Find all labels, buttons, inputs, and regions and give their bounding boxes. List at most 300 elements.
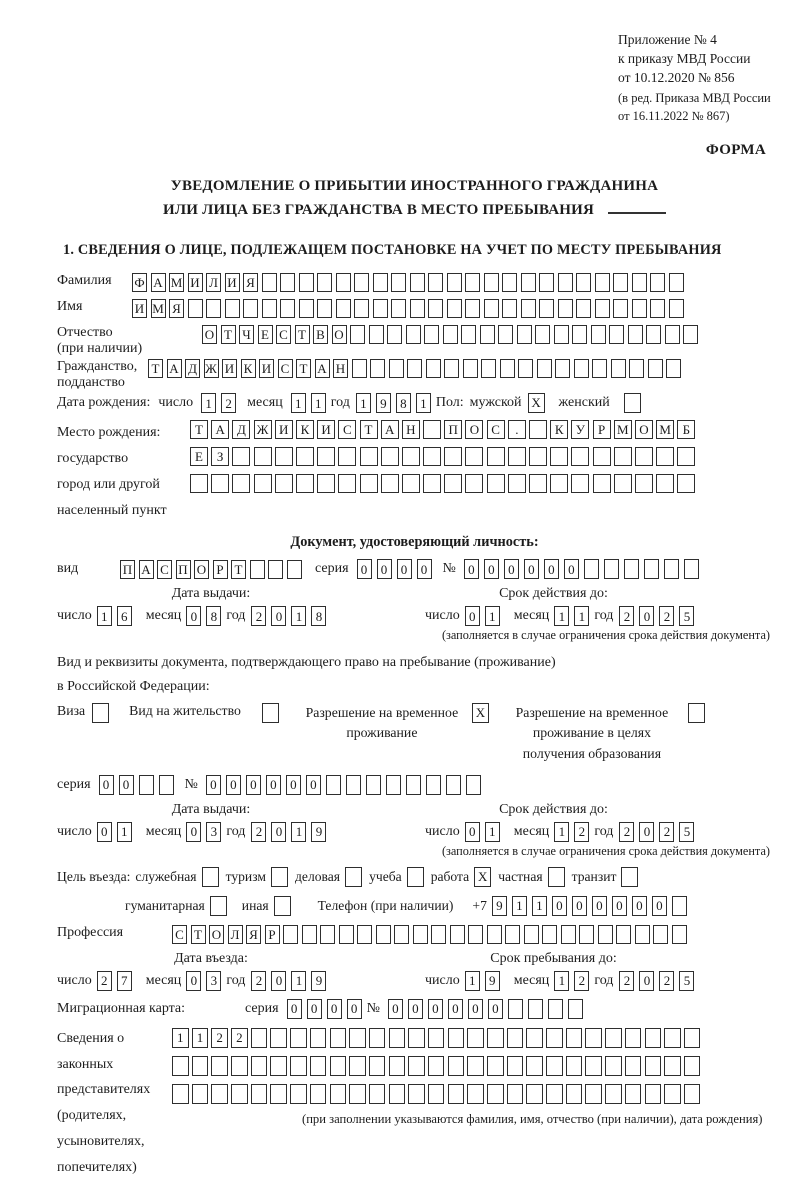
char-cell[interactable]: 2 [619, 822, 634, 842]
char-cell[interactable] [487, 1084, 504, 1104]
char-cell[interactable] [518, 359, 533, 378]
char-cell[interactable] [254, 447, 272, 466]
char-cell[interactable]: 0 [347, 999, 362, 1019]
char-cell[interactable] [584, 559, 599, 579]
char-cell[interactable]: М [152, 301, 164, 317]
char-cell[interactable] [465, 273, 480, 292]
char-cell[interactable] [537, 359, 552, 378]
char-cell[interactable]: А [151, 273, 166, 292]
char-cell[interactable]: 0 [428, 999, 443, 1019]
char-cell[interactable] [508, 474, 526, 493]
char-cell[interactable] [529, 447, 547, 466]
char-cell[interactable] [508, 447, 526, 466]
char-cell[interactable]: 1 [465, 971, 480, 991]
char-cell[interactable]: И [188, 273, 203, 292]
char-cell[interactable]: 1 [201, 393, 216, 413]
char-cell[interactable] [625, 1084, 642, 1104]
char-cell[interactable] [664, 1056, 681, 1076]
char-cell[interactable] [656, 447, 674, 466]
char-cell[interactable] [406, 325, 421, 344]
char-cell[interactable] [646, 325, 661, 344]
char-cell[interactable] [280, 299, 295, 318]
char-cell[interactable] [526, 1056, 543, 1076]
char-cell[interactable]: Я [243, 273, 258, 292]
purpose-study-checkbox[interactable] [407, 867, 424, 887]
char-cell[interactable]: 8 [396, 393, 411, 413]
char-cell[interactable]: И [222, 359, 237, 378]
char-cell[interactable] [448, 1028, 465, 1048]
char-cell[interactable] [389, 359, 404, 378]
char-cell[interactable] [262, 273, 277, 292]
char-cell[interactable] [428, 1084, 445, 1104]
char-cell[interactable] [502, 299, 517, 318]
char-cell[interactable] [270, 1084, 287, 1104]
char-cell[interactable] [251, 1028, 268, 1048]
char-cell[interactable]: Ч [239, 325, 254, 344]
char-cell[interactable]: И [259, 359, 274, 378]
char-cell[interactable] [611, 359, 626, 378]
char-cell[interactable]: Т [148, 359, 163, 378]
char-cell[interactable] [684, 559, 699, 579]
char-cell[interactable] [360, 447, 378, 466]
char-cell[interactable] [684, 1084, 701, 1104]
char-cell[interactable] [431, 925, 446, 944]
char-cell[interactable] [406, 775, 421, 795]
char-cell[interactable] [579, 925, 594, 944]
char-cell[interactable]: 0 [417, 559, 432, 579]
char-cell[interactable] [672, 925, 687, 944]
char-cell[interactable] [139, 775, 154, 795]
char-cell[interactable] [394, 925, 409, 944]
char-cell[interactable] [571, 447, 589, 466]
char-cell[interactable]: 0 [465, 822, 480, 842]
char-cell[interactable] [336, 273, 351, 292]
char-cell[interactable] [447, 299, 462, 318]
char-cell[interactable] [632, 273, 647, 292]
char-cell[interactable] [508, 999, 523, 1019]
char-cell[interactable] [444, 359, 459, 378]
char-cell[interactable]: 0 [266, 775, 281, 795]
char-cell[interactable]: 2 [97, 971, 112, 991]
char-cell[interactable] [280, 273, 295, 292]
char-cell[interactable] [463, 359, 478, 378]
char-cell[interactable]: 5 [679, 606, 694, 626]
char-cell[interactable] [402, 447, 420, 466]
char-cell[interactable] [302, 925, 317, 944]
char-cell[interactable]: О [465, 420, 483, 439]
char-cell[interactable] [450, 925, 465, 944]
char-cell[interactable] [172, 1056, 189, 1076]
char-cell[interactable] [389, 1056, 406, 1076]
char-cell[interactable] [389, 1028, 406, 1048]
char-cell[interactable] [605, 1028, 622, 1048]
char-cell[interactable] [468, 925, 483, 944]
char-cell[interactable] [507, 1084, 524, 1104]
char-cell[interactable] [609, 325, 624, 344]
char-cell[interactable] [232, 474, 250, 493]
char-cell[interactable] [444, 447, 462, 466]
char-cell[interactable]: 0 [592, 896, 607, 916]
char-cell[interactable] [664, 559, 679, 579]
char-cell[interactable] [669, 273, 684, 292]
char-cell[interactable]: Т [231, 560, 246, 579]
char-cell[interactable] [650, 299, 665, 318]
char-cell[interactable]: 0 [488, 999, 503, 1019]
char-cell[interactable] [571, 474, 589, 493]
char-cell[interactable] [566, 1084, 583, 1104]
char-cell[interactable]: 1 [512, 896, 527, 916]
char-cell[interactable] [625, 1028, 642, 1048]
char-cell[interactable] [645, 1056, 662, 1076]
char-cell[interactable] [465, 299, 480, 318]
char-cell[interactable]: Ж [205, 361, 217, 377]
char-cell[interactable]: Б [677, 420, 695, 439]
char-cell[interactable]: Е [258, 325, 273, 344]
char-cell[interactable] [604, 559, 619, 579]
purpose-work-checkbox[interactable]: X [474, 867, 491, 887]
char-cell[interactable]: 0 [286, 775, 301, 795]
char-cell[interactable]: Ж [254, 420, 272, 439]
char-cell[interactable]: С [172, 925, 187, 944]
char-cell[interactable] [595, 299, 610, 318]
char-cell[interactable]: О [202, 325, 217, 344]
char-cell[interactable]: 0 [206, 775, 221, 795]
char-cell[interactable] [629, 359, 644, 378]
char-cell[interactable]: 0 [306, 775, 321, 795]
char-cell[interactable]: А [211, 420, 229, 439]
char-cell[interactable] [653, 925, 668, 944]
char-cell[interactable] [206, 299, 221, 318]
char-cell[interactable] [635, 925, 650, 944]
char-cell[interactable]: 0 [465, 606, 480, 626]
char-cell[interactable] [550, 447, 568, 466]
char-cell[interactable] [558, 273, 573, 292]
char-cell[interactable] [373, 299, 388, 318]
option-temp-residence-checkbox[interactable]: X [472, 703, 489, 723]
char-cell[interactable] [290, 1028, 307, 1048]
char-cell[interactable]: 2 [659, 822, 674, 842]
char-cell[interactable]: О [635, 420, 653, 439]
char-cell[interactable] [535, 325, 550, 344]
char-cell[interactable] [296, 474, 314, 493]
char-cell[interactable] [426, 775, 441, 795]
char-cell[interactable]: 9 [485, 971, 500, 991]
char-cell[interactable] [360, 474, 378, 493]
char-cell[interactable] [386, 775, 401, 795]
char-cell[interactable]: 1 [485, 822, 500, 842]
char-cell[interactable]: 1 [485, 606, 500, 626]
char-cell[interactable]: 2 [659, 971, 674, 991]
char-cell[interactable] [505, 925, 520, 944]
char-cell[interactable] [546, 1056, 563, 1076]
char-cell[interactable]: В [313, 325, 328, 344]
char-cell[interactable]: 1 [574, 606, 589, 626]
char-cell[interactable] [487, 925, 502, 944]
option-visa-checkbox[interactable] [92, 703, 109, 723]
char-cell[interactable] [517, 325, 532, 344]
char-cell[interactable]: 0 [397, 559, 412, 579]
char-cell[interactable]: Н [402, 420, 420, 439]
char-cell[interactable] [498, 325, 513, 344]
char-cell[interactable] [407, 359, 422, 378]
char-cell[interactable] [568, 999, 583, 1019]
char-cell[interactable] [447, 273, 462, 292]
char-cell[interactable] [310, 1084, 327, 1104]
char-cell[interactable] [369, 1028, 386, 1048]
purpose-official-checkbox[interactable] [202, 867, 219, 887]
char-cell[interactable]: Р [265, 925, 280, 944]
char-cell[interactable] [270, 1056, 287, 1076]
purpose-private-checkbox[interactable] [548, 867, 565, 887]
char-cell[interactable]: П [120, 560, 135, 579]
char-cell[interactable]: 0 [226, 775, 241, 795]
purpose-humanitarian-checkbox[interactable] [210, 896, 227, 916]
char-cell[interactable]: 2 [619, 971, 634, 991]
char-cell[interactable]: 9 [311, 822, 326, 842]
char-cell[interactable]: 0 [119, 775, 134, 795]
char-cell[interactable] [481, 359, 496, 378]
char-cell[interactable] [231, 1084, 248, 1104]
char-cell[interactable] [644, 559, 659, 579]
char-cell[interactable] [426, 359, 441, 378]
char-cell[interactable]: К [550, 420, 568, 439]
option-residence-permit-checkbox[interactable] [262, 703, 279, 723]
char-cell[interactable]: Д [185, 359, 200, 378]
char-cell[interactable]: 0 [632, 896, 647, 916]
char-cell[interactable] [613, 273, 628, 292]
char-cell[interactable]: 1 [291, 393, 306, 413]
char-cell[interactable] [529, 474, 547, 493]
char-cell[interactable]: 2 [251, 606, 266, 626]
char-cell[interactable] [243, 299, 258, 318]
char-cell[interactable] [566, 1056, 583, 1076]
char-cell[interactable] [251, 1056, 268, 1076]
char-cell[interactable] [381, 474, 399, 493]
char-cell[interactable]: Т [360, 420, 378, 439]
char-cell[interactable]: 0 [564, 559, 579, 579]
char-cell[interactable]: 1 [416, 393, 431, 413]
char-cell[interactable]: П [176, 560, 191, 579]
char-cell[interactable] [211, 1084, 228, 1104]
char-cell[interactable] [330, 1056, 347, 1076]
char-cell[interactable] [317, 273, 332, 292]
char-cell[interactable]: 0 [357, 559, 372, 579]
char-cell[interactable] [480, 325, 495, 344]
char-cell[interactable]: 1 [172, 1028, 189, 1048]
char-cell[interactable] [423, 420, 441, 439]
char-cell[interactable] [614, 474, 632, 493]
char-cell[interactable] [572, 325, 587, 344]
char-cell[interactable]: О [194, 560, 209, 579]
char-cell[interactable] [613, 299, 628, 318]
char-cell[interactable] [672, 896, 687, 916]
char-cell[interactable] [254, 474, 272, 493]
char-cell[interactable] [428, 1056, 445, 1076]
char-cell[interactable] [339, 925, 354, 944]
char-cell[interactable]: Н [333, 359, 348, 378]
char-cell[interactable] [669, 299, 684, 318]
char-cell[interactable] [539, 273, 554, 292]
char-cell[interactable]: Т [190, 420, 208, 439]
char-cell[interactable] [635, 447, 653, 466]
char-cell[interactable]: 0 [271, 606, 286, 626]
char-cell[interactable]: 1 [554, 971, 569, 991]
char-cell[interactable] [159, 775, 174, 795]
char-cell[interactable] [466, 775, 481, 795]
sex-female-checkbox[interactable] [624, 393, 641, 413]
char-cell[interactable] [461, 325, 476, 344]
char-cell[interactable] [665, 325, 680, 344]
char-cell[interactable]: Д [232, 420, 250, 439]
char-cell[interactable] [428, 273, 443, 292]
char-cell[interactable] [428, 1028, 445, 1048]
char-cell[interactable]: 0 [388, 999, 403, 1019]
char-cell[interactable]: 8 [311, 606, 326, 626]
char-cell[interactable] [526, 1028, 543, 1048]
char-cell[interactable]: 0 [652, 896, 667, 916]
char-cell[interactable]: С [338, 420, 356, 439]
char-cell[interactable] [650, 273, 665, 292]
char-cell[interactable] [349, 1028, 366, 1048]
char-cell[interactable] [648, 359, 663, 378]
char-cell[interactable] [624, 559, 639, 579]
char-cell[interactable]: 0 [99, 775, 114, 795]
char-cell[interactable]: М [656, 420, 674, 439]
char-cell[interactable]: 0 [377, 559, 392, 579]
char-cell[interactable] [446, 775, 461, 795]
char-cell[interactable] [232, 447, 250, 466]
char-cell[interactable] [391, 273, 406, 292]
char-cell[interactable] [487, 474, 505, 493]
char-cell[interactable] [428, 299, 443, 318]
purpose-business-checkbox[interactable] [345, 867, 362, 887]
char-cell[interactable]: Е [190, 447, 208, 466]
char-cell[interactable] [625, 1056, 642, 1076]
char-cell[interactable]: С [487, 420, 505, 439]
char-cell[interactable]: 0 [186, 606, 201, 626]
char-cell[interactable] [290, 1056, 307, 1076]
char-cell[interactable] [683, 325, 698, 344]
char-cell[interactable] [410, 273, 425, 292]
char-cell[interactable] [467, 1028, 484, 1048]
char-cell[interactable] [290, 1084, 307, 1104]
char-cell[interactable] [408, 1056, 425, 1076]
char-cell[interactable] [369, 1084, 386, 1104]
char-cell[interactable] [270, 1028, 287, 1048]
purpose-other-checkbox[interactable] [274, 896, 291, 916]
char-cell[interactable] [465, 447, 483, 466]
char-cell[interactable]: 2 [619, 606, 634, 626]
char-cell[interactable]: 1 [117, 822, 132, 842]
char-cell[interactable]: 0 [271, 822, 286, 842]
char-cell[interactable]: О [332, 325, 347, 344]
sex-male-checkbox[interactable]: X [528, 393, 545, 413]
char-cell[interactable] [632, 299, 647, 318]
char-cell[interactable] [349, 1056, 366, 1076]
char-cell[interactable]: 0 [639, 971, 654, 991]
char-cell[interactable] [448, 1084, 465, 1104]
char-cell[interactable] [299, 273, 314, 292]
char-cell[interactable]: 2 [574, 971, 589, 991]
char-cell[interactable] [487, 1056, 504, 1076]
char-cell[interactable] [443, 325, 458, 344]
char-cell[interactable]: С [157, 560, 172, 579]
char-cell[interactable] [413, 925, 428, 944]
char-cell[interactable]: 0 [327, 999, 342, 1019]
char-cell[interactable] [188, 299, 203, 318]
char-cell[interactable]: 1 [554, 822, 569, 842]
char-cell[interactable] [507, 1028, 524, 1048]
char-cell[interactable]: И [275, 420, 293, 439]
char-cell[interactable]: 0 [186, 822, 201, 842]
char-cell[interactable]: К [296, 420, 314, 439]
char-cell[interactable] [296, 447, 314, 466]
char-cell[interactable] [592, 359, 607, 378]
char-cell[interactable] [542, 925, 557, 944]
char-cell[interactable] [402, 474, 420, 493]
char-cell[interactable]: 2 [251, 971, 266, 991]
char-cell[interactable] [408, 1084, 425, 1104]
char-cell[interactable]: 1 [356, 393, 371, 413]
char-cell[interactable] [487, 447, 505, 466]
char-cell[interactable] [566, 1028, 583, 1048]
char-cell[interactable] [326, 775, 341, 795]
char-cell[interactable]: 1 [311, 393, 326, 413]
char-cell[interactable]: А [167, 359, 182, 378]
char-cell[interactable] [645, 1028, 662, 1048]
char-cell[interactable]: И [317, 420, 335, 439]
char-cell[interactable] [310, 1028, 327, 1048]
char-cell[interactable] [317, 299, 332, 318]
purpose-tourism-checkbox[interactable] [271, 867, 288, 887]
char-cell[interactable]: 3 [206, 971, 221, 991]
char-cell[interactable] [376, 925, 391, 944]
char-cell[interactable]: 9 [376, 393, 391, 413]
char-cell[interactable] [502, 273, 517, 292]
char-cell[interactable]: О [209, 925, 224, 944]
char-cell[interactable]: 2 [659, 606, 674, 626]
char-cell[interactable] [550, 474, 568, 493]
char-cell[interactable]: 0 [572, 896, 587, 916]
char-cell[interactable]: 0 [271, 971, 286, 991]
char-cell[interactable] [507, 1056, 524, 1076]
char-cell[interactable] [467, 1056, 484, 1076]
char-cell[interactable] [593, 474, 611, 493]
char-cell[interactable] [645, 1084, 662, 1104]
char-cell[interactable] [262, 299, 277, 318]
char-cell[interactable] [424, 325, 439, 344]
char-cell[interactable]: 2 [231, 1028, 248, 1048]
char-cell[interactable] [369, 325, 384, 344]
char-cell[interactable]: И [132, 299, 147, 318]
char-cell[interactable] [423, 474, 441, 493]
char-cell[interactable]: 0 [468, 999, 483, 1019]
char-cell[interactable]: С [278, 359, 293, 378]
char-cell[interactable] [521, 299, 536, 318]
char-cell[interactable] [521, 273, 536, 292]
char-cell[interactable] [616, 925, 631, 944]
char-cell[interactable] [387, 325, 402, 344]
char-cell[interactable] [576, 299, 591, 318]
char-cell[interactable]: Л [228, 925, 243, 944]
char-cell[interactable] [539, 299, 554, 318]
char-cell[interactable] [330, 1028, 347, 1048]
char-cell[interactable]: 0 [246, 775, 261, 795]
char-cell[interactable] [211, 1056, 228, 1076]
char-cell[interactable] [598, 925, 613, 944]
char-cell[interactable]: А [139, 560, 154, 579]
char-cell[interactable] [225, 299, 240, 318]
